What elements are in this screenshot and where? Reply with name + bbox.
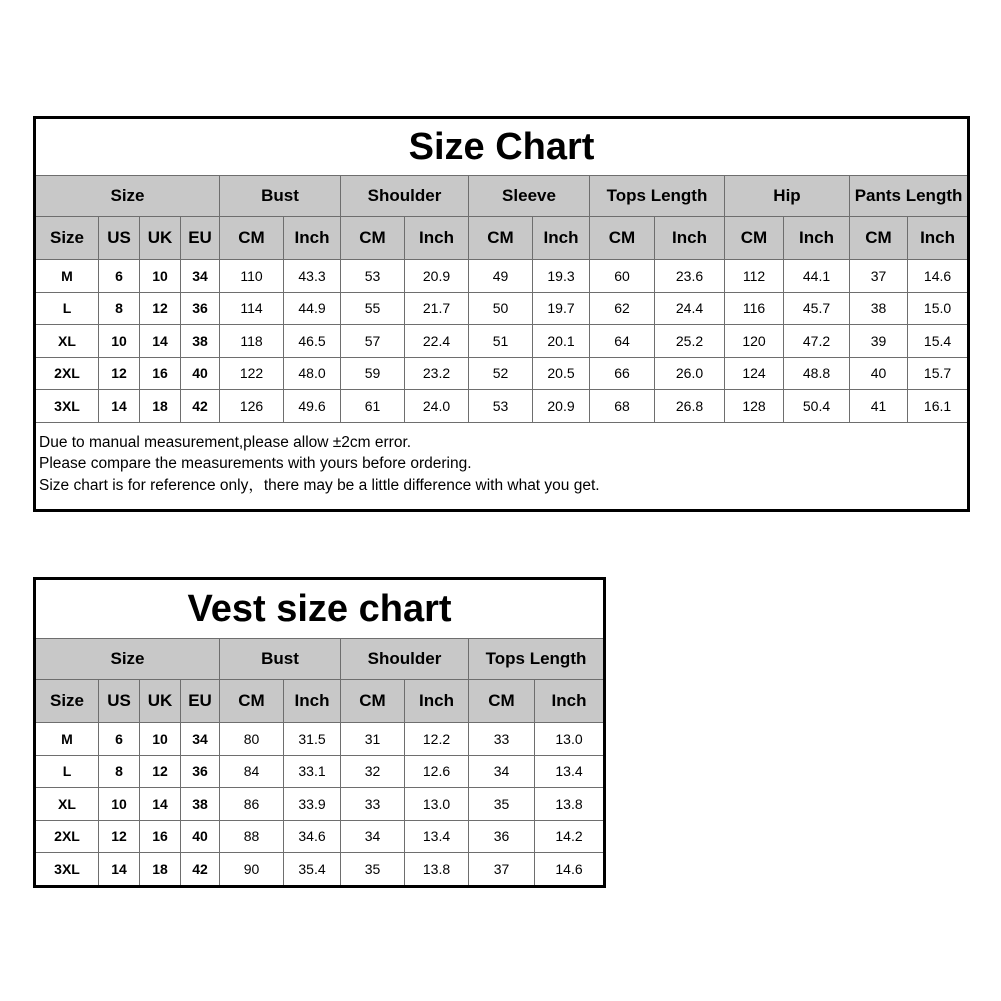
table-cell: 13.0	[405, 788, 469, 821]
table-cell: 20.5	[533, 357, 590, 390]
size-label-cell: 2XL	[35, 820, 99, 853]
table-cell: 50	[469, 292, 533, 325]
table-cell: 32	[341, 755, 405, 788]
size-chart-subheader-row	[35, 217, 969, 260]
table-cell: 26.0	[655, 357, 725, 390]
note-line: Due to manual measurement,please allow ±2cm error.	[39, 433, 412, 451]
table-cell: 66	[590, 357, 655, 390]
subheader-cell: CM	[725, 217, 784, 260]
table-cell: 12	[99, 357, 140, 390]
table-cell: 12	[140, 292, 181, 325]
subheader-cell: Inch	[535, 680, 605, 723]
table-cell: 19.3	[533, 260, 590, 293]
table-cell: 18	[140, 390, 181, 423]
table-cell: 42	[181, 853, 220, 887]
table-cell: 20.1	[533, 325, 590, 358]
size-label-cell: 3XL	[35, 853, 99, 887]
table-cell: 31.5	[284, 723, 341, 756]
table-cell: 34	[341, 820, 405, 853]
table-cell: 14	[140, 325, 181, 358]
subheader-cell: UK	[140, 680, 181, 723]
table-cell: 6	[99, 260, 140, 293]
table-cell: 14	[99, 390, 140, 423]
table-cell: 18	[140, 853, 181, 887]
table-cell: 116	[725, 292, 784, 325]
table-cell: 33.1	[284, 755, 341, 788]
table-cell: 128	[725, 390, 784, 423]
group-header-size: Size	[35, 176, 220, 217]
table-cell: 31	[341, 723, 405, 756]
size-label-cell: M	[35, 260, 99, 293]
group-header-shoulder: Shoulder	[341, 639, 469, 680]
table-cell: 16	[140, 357, 181, 390]
table-cell: 44.1	[784, 260, 850, 293]
table-row	[35, 325, 969, 358]
table-cell: 13.0	[535, 723, 605, 756]
table-cell: 35	[341, 853, 405, 887]
group-header-sleeve: Sleeve	[469, 176, 590, 217]
subheader-cell: Size	[35, 217, 99, 260]
subheader-cell: Inch	[655, 217, 725, 260]
table-cell: 12	[99, 820, 140, 853]
subheader-cell: Inch	[533, 217, 590, 260]
table-cell: 8	[99, 755, 140, 788]
subheader-cell: Inch	[284, 680, 341, 723]
table-cell: 88	[220, 820, 284, 853]
table-cell: 48.8	[784, 357, 850, 390]
table-row	[35, 357, 969, 390]
table-cell: 45.7	[784, 292, 850, 325]
group-header-shoulder: Shoulder	[341, 176, 469, 217]
table-cell: 10	[99, 788, 140, 821]
table-cell: 114	[220, 292, 284, 325]
table-cell: 49	[469, 260, 533, 293]
table-cell: 60	[590, 260, 655, 293]
table-row	[35, 788, 605, 821]
table-cell: 53	[469, 390, 533, 423]
table-cell: 41	[850, 390, 908, 423]
table-cell: 14.6	[908, 260, 969, 293]
subheader-cell: Inch	[284, 217, 341, 260]
table-row	[35, 292, 969, 325]
table-cell: 20.9	[405, 260, 469, 293]
vest-chart-subheader-row	[35, 680, 605, 723]
table-cell: 15.4	[908, 325, 969, 358]
table-cell: 16	[140, 820, 181, 853]
table-cell: 14	[140, 788, 181, 821]
table-cell: 15.7	[908, 357, 969, 390]
table-cell: 14.2	[535, 820, 605, 853]
table-cell: 6	[99, 723, 140, 756]
subheader-cell: CM	[850, 217, 908, 260]
group-header-bust: Bust	[220, 639, 341, 680]
table-cell: 36	[469, 820, 535, 853]
table-cell: 42	[181, 390, 220, 423]
table-cell: 80	[220, 723, 284, 756]
table-cell: 12.6	[405, 755, 469, 788]
size-chart-body	[35, 260, 969, 423]
table-cell: 8	[99, 292, 140, 325]
table-cell: 40	[181, 820, 220, 853]
table-cell: 46.5	[284, 325, 341, 358]
table-cell: 20.9	[533, 390, 590, 423]
subheader-cell: Inch	[405, 680, 469, 723]
table-cell: 51	[469, 325, 533, 358]
size-chart-notes	[35, 422, 969, 511]
subheader-cell: US	[99, 680, 140, 723]
table-cell: 49.6	[284, 390, 341, 423]
table-cell: 110	[220, 260, 284, 293]
table-cell: 13.4	[405, 820, 469, 853]
table-row	[35, 390, 969, 423]
table-cell: 37	[850, 260, 908, 293]
table-cell: 13.4	[535, 755, 605, 788]
table-cell: 24.0	[405, 390, 469, 423]
table-cell: 26.8	[655, 390, 725, 423]
subheader-cell: EU	[181, 680, 220, 723]
table-cell: 36	[181, 755, 220, 788]
table-cell: 14	[99, 853, 140, 887]
table-row	[35, 853, 605, 887]
group-header-tops-length: Tops Length	[590, 176, 725, 217]
table-cell: 84	[220, 755, 284, 788]
size-label-cell: M	[35, 723, 99, 756]
table-cell: 10	[140, 723, 181, 756]
table-cell: 122	[220, 357, 284, 390]
table-cell: 33	[469, 723, 535, 756]
table-cell: 15.0	[908, 292, 969, 325]
table-cell: 34	[181, 260, 220, 293]
subheader-cell: CM	[469, 680, 535, 723]
size-label-cell: L	[35, 755, 99, 788]
table-cell: 34	[469, 755, 535, 788]
table-cell: 53	[341, 260, 405, 293]
size-chart-title: Size Chart	[35, 118, 969, 176]
table-cell: 57	[341, 325, 405, 358]
table-cell: 10	[99, 325, 140, 358]
table-cell: 10	[140, 260, 181, 293]
group-header-tops-length: Tops Length	[469, 639, 605, 680]
table-cell: 24.4	[655, 292, 725, 325]
table-cell: 38	[181, 788, 220, 821]
table-cell: 124	[725, 357, 784, 390]
table-cell: 86	[220, 788, 284, 821]
size-label-cell: XL	[35, 788, 99, 821]
size-label-cell: L	[35, 292, 99, 325]
group-header-bust: Bust	[220, 176, 341, 217]
table-cell: 44.9	[284, 292, 341, 325]
subheader-cell: CM	[341, 680, 405, 723]
table-cell: 13.8	[535, 788, 605, 821]
table-cell: 21.7	[405, 292, 469, 325]
table-cell: 38	[181, 325, 220, 358]
table-cell: 47.2	[784, 325, 850, 358]
subheader-cell: CM	[469, 217, 533, 260]
vest-chart-body	[35, 723, 605, 887]
group-header-hip: Hip	[725, 176, 850, 217]
table-cell: 62	[590, 292, 655, 325]
table-cell: 118	[220, 325, 284, 358]
size-label-cell: 3XL	[35, 390, 99, 423]
group-header-pants-length: Pants Length	[850, 176, 969, 217]
table-cell: 112	[725, 260, 784, 293]
subheader-cell: CM	[220, 217, 284, 260]
table-cell: 39	[850, 325, 908, 358]
subheader-cell: Inch	[784, 217, 850, 260]
table-row	[35, 723, 605, 756]
table-cell: 120	[725, 325, 784, 358]
subheader-cell: EU	[181, 217, 220, 260]
table-cell: 43.3	[284, 260, 341, 293]
subheader-cell: Size	[35, 680, 99, 723]
table-cell: 40	[850, 357, 908, 390]
subheader-cell: Inch	[405, 217, 469, 260]
table-cell: 68	[590, 390, 655, 423]
table-cell: 25.2	[655, 325, 725, 358]
size-label-cell: 2XL	[35, 357, 99, 390]
table-cell: 34	[181, 723, 220, 756]
vest-chart-title: Vest size chart	[35, 579, 605, 639]
table-cell: 16.1	[908, 390, 969, 423]
table-row	[35, 755, 605, 788]
table-row	[35, 820, 605, 853]
table-cell: 22.4	[405, 325, 469, 358]
table-cell: 33.9	[284, 788, 341, 821]
subheader-cell: US	[99, 217, 140, 260]
table-cell: 90	[220, 853, 284, 887]
table-cell: 35.4	[284, 853, 341, 887]
size-chart-table	[33, 116, 970, 512]
table-cell: 23.6	[655, 260, 725, 293]
table-cell: 33	[341, 788, 405, 821]
subheader-cell: CM	[220, 680, 284, 723]
table-cell: 61	[341, 390, 405, 423]
table-cell: 52	[469, 357, 533, 390]
table-cell: 126	[220, 390, 284, 423]
table-cell: 12	[140, 755, 181, 788]
subheader-cell: Inch	[908, 217, 969, 260]
table-cell: 36	[181, 292, 220, 325]
table-cell: 40	[181, 357, 220, 390]
vest-size-chart-table	[33, 577, 606, 888]
group-header-size: Size	[35, 639, 220, 680]
table-cell: 48.0	[284, 357, 341, 390]
table-cell: 55	[341, 292, 405, 325]
subheader-cell: CM	[341, 217, 405, 260]
table-cell: 19.7	[533, 292, 590, 325]
table-cell: 64	[590, 325, 655, 358]
table-cell: 23.2	[405, 357, 469, 390]
table-cell: 35	[469, 788, 535, 821]
table-cell: 13.8	[405, 853, 469, 887]
table-cell: 12.2	[405, 723, 469, 756]
table-cell: 14.6	[535, 853, 605, 887]
table-row	[35, 260, 969, 293]
subheader-cell: CM	[590, 217, 655, 260]
subheader-cell: UK	[140, 217, 181, 260]
table-cell: 37	[469, 853, 535, 887]
note-line: Please compare the measurements with yours before ordering.	[39, 455, 472, 472]
table-cell: 59	[341, 357, 405, 390]
size-label-cell: XL	[35, 325, 99, 358]
table-cell: 34.6	[284, 820, 341, 853]
table-cell: 50.4	[784, 390, 850, 423]
table-cell: 38	[850, 292, 908, 325]
note-line: Size chart is for reference only，there may be a little difference with what you get.	[39, 476, 600, 494]
